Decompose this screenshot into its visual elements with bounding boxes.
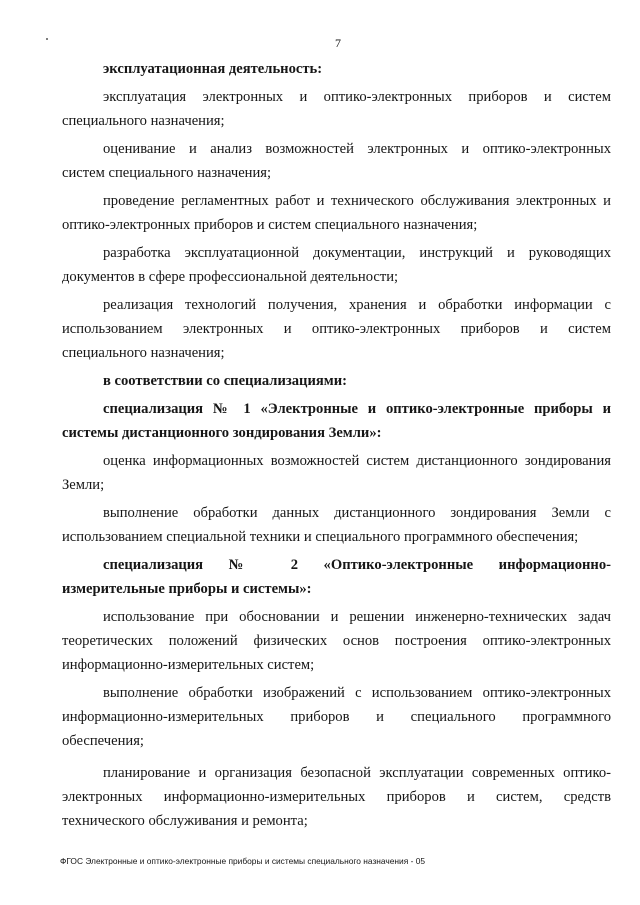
text-line: информационно-измерительных приборов и специального программного <box>62 709 611 725</box>
text-line: технического обслуживания и ремонта; <box>62 813 308 829</box>
text-line: разработка эксплуатационной документации, инструкций и руководящих <box>103 245 611 261</box>
text-line: обеспечения; <box>62 733 144 749</box>
text-line: специального назначения; <box>62 345 225 361</box>
text-line: документов в сфере профессиональной деятельности; <box>62 269 399 285</box>
specialization-heading: системы дистанционного зондирования Земли»: <box>62 425 382 441</box>
text-line: проведение регламентных работ и технического обслуживания электронных и <box>103 193 611 209</box>
section-heading: в соответствии со специализациями: <box>103 373 347 389</box>
text-line: специального назначения; <box>62 113 225 129</box>
text-line: использование при обосновании и решении инженерно-технических задач <box>103 609 611 625</box>
text-line: оптико-электронных приборов и систем специального назначения; <box>62 217 478 233</box>
specialization-heading: специализация № 1 «Электронные и оптико-электронные приборы и <box>103 401 611 417</box>
text-line: теоретических положений физических основ построения оптико-электронных <box>62 633 611 649</box>
text-line: выполнение обработки данных дистанционного зондирования Земли с <box>103 505 611 521</box>
scan-speck <box>46 38 48 40</box>
text-line: электронных информационно-измерительных приборов и систем, средств <box>62 789 611 805</box>
footer-text: ФГОС Электронные и оптико-электронные приборы и системы специального назначения - 05 <box>60 856 426 866</box>
text-line: планирование и организация безопасной эксплуатации современных оптико- <box>103 765 611 781</box>
text-line: эксплуатация электронных и оптико-электронных приборов и систем <box>103 89 611 105</box>
specialization-heading: специализация № 2 «Оптико-электронные информационно- <box>103 557 611 573</box>
text-line: систем специального назначения; <box>62 165 272 181</box>
text-line: использованием электронных и оптико-электронных приборов и систем <box>62 321 611 337</box>
page-number: 7 <box>335 36 341 50</box>
section-heading: эксплуатационная деятельность: <box>103 61 323 77</box>
text-line: Земли; <box>62 477 105 493</box>
text-line: оценивание и анализ возможностей электронных и оптико-электронных <box>103 141 611 157</box>
text-line: использованием специальной техники и специального программного обеспечения; <box>62 529 579 545</box>
text-line: информационно-измерительных систем; <box>62 657 315 673</box>
text-line: оценка информационных возможностей систем дистанционного зондирования <box>103 453 611 469</box>
specialization-heading: измерительные приборы и системы»: <box>62 581 312 597</box>
text-line: реализация технологий получения, хранения и обработки информации с <box>103 297 611 313</box>
text-line: выполнение обработки изображений с использованием оптико-электронных <box>103 685 611 701</box>
